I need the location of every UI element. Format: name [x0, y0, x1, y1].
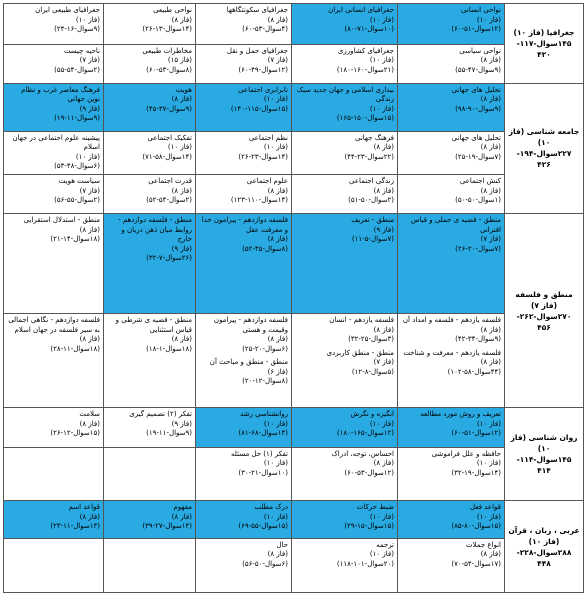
topic-phase: (فاز ۱۰): [369, 15, 394, 24]
topic-cell: [398, 314, 505, 408]
topic-title: پیشینه علوم اجتماعی در جهان اسلام: [12, 133, 100, 152]
topic-segment: [199, 358, 288, 387]
topic-phase: (فاز ۷): [267, 56, 288, 65]
topic-questions: (۲سوال-۵۵-۵۶): [54, 196, 100, 205]
topic-phase: (فاز ۱۰): [75, 15, 100, 24]
topic-title: روانشناسی رشد: [240, 410, 288, 419]
topic-cell: [292, 4, 398, 45]
topic-cell: [104, 175, 196, 214]
topic-title: تفکر (۲) تصمیم گیری: [129, 410, 192, 419]
topic-questions: (۱۲سوال-۵۱-۶۰): [451, 25, 501, 33]
topic-cell: [196, 447, 292, 500]
topic-questions: (۱۲سوال-۵۱-۶۰): [451, 429, 501, 438]
topic-questions: (۸سوال-۱۲-۲۰): [242, 377, 288, 386]
subject-label: روان شناسی (فاز ۱۰): [510, 433, 578, 454]
topic-title: قدرت اجتماعی: [148, 177, 192, 186]
subject-label: ۴۱۴: [537, 466, 551, 476]
section-row: [4, 538, 584, 592]
topic-questions: (۱۲سوال-۴۹-۶۰): [238, 65, 288, 74]
topic-questions: (۱۷سوال-۵۴-۷۰): [451, 559, 501, 568]
topic-questions: (۲سوال-۵۰-۵۱): [348, 196, 394, 205]
topic-title: جغرافیای کشاورزی: [337, 46, 394, 55]
topic-questions: (۱۵سوال-۱۵-۲۹): [344, 522, 394, 531]
section-row: [4, 44, 584, 83]
topic-questions: (۶سوال-۴۸-۵۳): [54, 162, 100, 171]
topic-phase: (فاز ۱۰): [263, 95, 288, 104]
topic-title: منطق - منطق کاربردی: [326, 348, 394, 357]
section-row: [4, 214, 584, 314]
topic-cell: [398, 501, 505, 539]
topic-cell: [292, 501, 398, 539]
topic-phase: (فاز ۱۰): [75, 152, 100, 161]
subject-cell: [505, 4, 584, 84]
topic-title: فلسفه یازدهم - فلسفه و امداد آن: [402, 316, 501, 325]
topic-title: جغرافیای انسانی ایران: [328, 6, 394, 14]
topic-title: قواعد فعل: [469, 503, 501, 512]
topic-phase: (فاز ۸): [171, 512, 192, 521]
topic-cell: [4, 4, 104, 45]
subject-label: ۴۲۶: [537, 160, 551, 170]
topic-title: حافظه و علل فراموشی: [431, 449, 501, 458]
topic-title: تحلیل های جهانی: [451, 133, 501, 142]
topic-title: نواحی سیاسی: [459, 46, 501, 55]
topic-title: منطق - استدلال استقرایی: [23, 216, 100, 225]
topic-cell: [104, 408, 196, 448]
topic-phase: (فاز ۸): [171, 186, 192, 195]
topic-questions: (۱۵سوال-۵۵-۶۹): [238, 522, 288, 531]
topic-questions: (۱۸سوال-۱-۱۸): [146, 344, 192, 353]
topic-questions: (۷سوال-۵-۱۱): [351, 235, 394, 244]
topic-cell: [196, 214, 292, 314]
topic-phase: (فاز ۱۰): [476, 419, 501, 428]
topic-title: فلسفه دوازدهم - نگاهی اجمالی به سیر فلسفه در جهان اسلام: [8, 316, 100, 334]
topic-title: فلسفه یازدهم - معرفت و شناخت: [403, 348, 501, 357]
topic-title: ترجمه: [376, 540, 394, 549]
topic-phase: (فاز ۸): [267, 235, 288, 244]
topic-questions: (۸سوال-۵۳-۶۰): [146, 65, 192, 74]
topic-phase: (فاز ۱۰): [263, 143, 288, 152]
topic-phase: (فاز ۱۰): [369, 56, 394, 65]
topic-cell: [104, 131, 196, 175]
topic-questions: (۱۴سوال-۲۷-۳۹): [142, 522, 192, 531]
subject-label: جامعه شناسی (فاز ۱۰): [508, 127, 580, 148]
topic-title: فلسفه دوازدهم - پیرامون خدا و معرفت عقل: [201, 216, 288, 234]
topic-phase: (فاز ۹): [171, 244, 192, 253]
topic-cell: [196, 44, 292, 83]
topic-phase: (فاز ۱۰): [167, 143, 192, 152]
topic-segment: [401, 349, 501, 378]
subject-cell: [505, 408, 584, 501]
topic-title: حال: [276, 540, 288, 549]
topic-title: درک مطلب: [254, 503, 288, 512]
topic-questions: (۱۸سوال-۱۴-۲۱): [50, 235, 100, 244]
topic-title: فرهنگ جهانی: [355, 133, 394, 142]
subject-label: عربی ، زبان ، قرآن: [508, 525, 580, 535]
topic-cell: [4, 447, 104, 500]
subject-label: منطق و فلسفه (فاز ۷): [515, 289, 573, 310]
topic-title: نظم اجتماعی: [248, 133, 288, 142]
topic-cell: [398, 408, 505, 448]
topic-phase: (فاز ۱۰): [476, 15, 501, 24]
topic-cell: [292, 314, 398, 408]
topic-cell: [104, 44, 196, 83]
topic-segment: [199, 316, 288, 354]
subject-label: ۲۲۷سوال-۱۹۴-: [516, 149, 572, 159]
topic-title: منطق - قضیه ی حملی و قیاس اقترانی: [410, 216, 501, 234]
topic-title: سیاست هویت: [58, 177, 100, 186]
topic-questions: (۱۵سوال-۱۵۰-۱۶۵): [336, 114, 394, 123]
topic-questions: (۹سوال-۹۰-۹۸): [455, 104, 501, 113]
topic-cell: [398, 447, 505, 500]
topic-title: منطق - فلسفه دوازدهم - روابط میان ذهن دریان و خارج: [118, 216, 192, 244]
subject-label: ۱۴۵سوال-۱۱۴-: [516, 455, 572, 465]
topic-title: منطق - قضیه ی شرطی و قیاس استثنایی: [115, 316, 192, 334]
topic-title: نواحی انسانی: [461, 6, 501, 14]
topic-phase: (فاز ۱۰): [263, 512, 288, 521]
topic-cell: [398, 83, 505, 131]
topic-title: بیداری اسلامی و جهان جدید سبک زندگی: [296, 85, 394, 104]
topic-cell: [398, 44, 505, 83]
topic-cell: [196, 175, 292, 214]
topic-cell: [4, 501, 104, 539]
topic-cell: [4, 538, 104, 592]
topic-title: سلامت: [79, 410, 100, 419]
topic-phase: (فاز ۱۰): [263, 419, 288, 428]
section-row: [4, 501, 584, 539]
topic-cell: [196, 538, 292, 592]
topic-title: فلسفه یازدهم - انسان: [329, 316, 394, 325]
topic-phase: (فاز ۸): [171, 95, 192, 104]
topic-cell: [4, 83, 104, 131]
topic-phase: (فاز ۸): [480, 143, 501, 152]
subject-label: ۴۲۰: [537, 49, 551, 59]
study-plan-table: [3, 3, 584, 593]
topic-questions: (۷سوال-۲۰-۲۶): [455, 244, 501, 253]
topic-phase: (فاز ۸): [373, 143, 394, 152]
topic-cell: [196, 4, 292, 45]
topic-title: هویت: [175, 85, 192, 94]
topic-phase: (فاز ۷): [79, 186, 100, 195]
topic-phase: (فاز ۸): [79, 512, 100, 521]
topic-questions: (۹سوال-۳۴-۴۲): [455, 335, 501, 344]
topic-questions: (۱۰سوال-۲۱-۳۰): [238, 468, 288, 477]
topic-questions: (۵سوال-۸-۱۲): [351, 367, 394, 376]
topic-questions: (۹سوال-۱۱-۱۹): [54, 114, 100, 123]
topic-cell: [292, 83, 398, 131]
topic-questions: (۷سوال-۱۹-۲۵): [455, 152, 501, 161]
topic-questions: (۱۴سوال-۱۱۰-۱۲۳): [230, 196, 288, 205]
topic-phase: (فاز ۱۰): [476, 512, 501, 521]
subject-cell: [505, 83, 584, 214]
topic-segment: [295, 316, 394, 345]
topic-questions: (۲۲سوال-۲۳-۴۴): [344, 152, 394, 161]
topic-segment: [401, 316, 501, 345]
topic-phase: (فاز ۹): [373, 225, 394, 234]
topic-cell: [398, 175, 505, 214]
topic-phase: (فاز ۸): [267, 186, 288, 195]
topic-cell: [196, 314, 292, 408]
topic-phase: (فاز ۷): [373, 358, 394, 367]
topic-questions: (۱۴سوال-۵۸-۷۱): [142, 152, 192, 161]
topic-cell: [196, 83, 292, 131]
subject-cell: [505, 214, 584, 408]
topic-phase: (فاز ۸): [373, 325, 394, 334]
topic-phase: (فاز ۸): [480, 325, 501, 334]
section-row: [4, 83, 584, 131]
topic-title: تحلیل های جهانی: [451, 85, 501, 94]
topic-cell: [104, 538, 196, 592]
topic-segment: [295, 349, 394, 378]
topic-questions: (۸سوال-۴۵-۵۲): [242, 244, 288, 253]
topic-questions: (۴۴سوال-۵۸-۱۰۲): [447, 367, 501, 376]
topic-questions: (۱۴سوال-۱۳-۲۶): [142, 25, 192, 33]
topic-phase: (فاز ۸): [267, 550, 288, 559]
subject-cell: [505, 501, 584, 593]
topic-phase: (فاز ۹): [171, 419, 192, 428]
topic-questions: (۱۵سوال-۸۰-۸۵): [451, 522, 501, 531]
topic-phase: (فاز ۱۰): [263, 459, 288, 468]
topic-questions: (۲سوال-۵۴-۵۲): [146, 196, 192, 205]
topic-cell: [292, 175, 398, 214]
topic-title: نواحی طبیعی: [153, 6, 192, 14]
topic-cell: [398, 4, 505, 45]
topic-phase: (فاز ۸): [171, 15, 192, 24]
topic-cell: [104, 83, 196, 131]
topic-phase: (فاز ۸): [267, 335, 288, 344]
topic-phase: (فاز ۸): [373, 186, 394, 195]
topic-title: کنش اجتماعی: [459, 177, 501, 186]
topic-title: جغرافیای سکونتگاهها: [226, 6, 288, 14]
topic-title: علوم اجتماعی: [246, 177, 288, 186]
section-row: [4, 408, 584, 448]
topic-title: تعریف و روش مورد مطالعه: [420, 410, 501, 419]
topic-cell: [292, 131, 398, 175]
topic-title: فلسفه دوازدهم - پیرامون وقیمت و هستی: [213, 316, 288, 334]
topic-title: قواعد اسم: [68, 503, 100, 512]
topic-cell: [104, 214, 196, 314]
subject-label: جغرافیا (فاز ۱۰): [513, 27, 575, 37]
topic-title: تفکر (۱) حل مسئله: [231, 449, 288, 458]
topic-cell: [104, 447, 196, 500]
topic-cell: [4, 214, 104, 314]
topic-phase: (فاز ۸): [480, 95, 501, 104]
topic-title: انواع جملات: [466, 540, 501, 549]
topic-title: احساس، توجه، ادراک: [331, 449, 394, 458]
topic-cell: [4, 44, 104, 83]
topic-title: جغرافیای طبیعی ایران: [35, 6, 100, 14]
topic-cell: [4, 314, 104, 408]
topic-title: منطق - تعریف: [351, 216, 394, 225]
subject-label: ۱۴۵سوال-۱۱۷-: [516, 38, 572, 48]
topic-cell: [292, 214, 398, 314]
subject-label: ۲۷۰سوال-۲۶۲-: [516, 311, 572, 321]
topic-questions: (۶سوال-۲۰-۲۵): [242, 344, 288, 353]
subject-label: ۲۸۸سوال-۲۲۸-: [516, 547, 572, 557]
topic-questions: (۱۲سوال-۱۶۵-۱۸۰): [336, 429, 394, 438]
topic-questions: (۹سوال-۱۱-۱۹): [146, 429, 192, 438]
topic-phase: (فاز ۸): [373, 459, 394, 468]
topic-phase: (فاز ۸): [171, 335, 192, 344]
topic-title: منطق - منطق و مباحث آن: [209, 358, 288, 367]
topic-questions: (۴سوال-۵۳-۶۰): [242, 25, 288, 33]
topic-phase: (فاز ۸): [267, 15, 288, 24]
topic-phase: (فاز ۶): [267, 367, 288, 376]
topic-questions: (۱۰سوال-۷۱-۸۰): [344, 25, 394, 33]
topic-phase: (فاز ۱۰): [476, 459, 501, 468]
topic-phase: (فاز ۱۰): [369, 550, 394, 559]
topic-title: انگیزه و نگرش: [350, 410, 394, 419]
topic-questions: (۱۴سوال-۲۳-۲۶): [238, 152, 288, 161]
topic-cell: [292, 408, 398, 448]
topic-questions: (۱سوال-۵۰-۵۰): [455, 196, 501, 205]
topic-title: تفکیک اجتماعی: [147, 133, 192, 142]
topic-phase: (فاز ۸): [480, 358, 501, 367]
topic-cell: [196, 501, 292, 539]
topic-title: ضبط حرکات: [356, 503, 394, 512]
topic-questions: (۱۸سوال-۱۱-۲۸): [50, 344, 100, 353]
topic-phase: (فاز ۷): [480, 235, 501, 244]
topic-phase: (فاز ۸): [480, 186, 501, 195]
topic-questions: (۱۲سوال-۵۳-۶۰): [344, 468, 394, 477]
topic-questions: (۲۱سوال-۱۶۰-۱۸۰): [336, 65, 394, 74]
topic-questions: (۲۶سوال-۷-۳۲): [146, 254, 192, 263]
topic-phase: (فاز ۸): [480, 550, 501, 559]
section-row: [4, 131, 584, 175]
topic-questions: (۲سوال-۵۴-۵۵): [54, 65, 100, 74]
topic-title: جغرافیای حمل و نقل: [226, 46, 288, 55]
topic-cell: [292, 44, 398, 83]
topic-questions: (۱۵سوال-۱۲-۲۶): [50, 429, 100, 438]
topic-questions: (۱۴سوال-۶۸-۸۱): [238, 429, 288, 438]
section-row: [4, 175, 584, 214]
topic-questions: (۹سوال-۴۷-۵۵): [455, 65, 501, 74]
topic-cell: [292, 538, 398, 592]
topic-cell: [398, 538, 505, 592]
topic-questions: (۱۵سوال-۱۱۵-۱۴۰): [230, 104, 288, 113]
topic-phase: (فاز ۸): [480, 56, 501, 65]
topic-title: فرهنگ معاصر غرب و نظام نوین جهانی: [21, 85, 100, 104]
topic-questions: (۹سوال-۱۶-۲۴): [54, 25, 100, 33]
subject-label: ۴۴۸: [537, 558, 551, 568]
topic-phase: (فاز ۱۵): [167, 56, 192, 65]
topic-cell: [4, 408, 104, 448]
topic-title: زندگی اجتماعی: [349, 177, 394, 186]
topic-title: مخاطرات طبیعی: [142, 46, 192, 55]
topic-phase: (فاز ۹): [79, 104, 100, 113]
subject-label: (فاز ۱۰): [528, 536, 560, 546]
section-row: [4, 447, 584, 500]
section-row: [4, 4, 584, 45]
topic-questions: (۱۴سوال-۱۹-۳۲): [451, 468, 501, 477]
topic-questions: (۹سوال-۳۷-۴۵): [146, 104, 192, 113]
topic-cell: [398, 214, 505, 314]
subject-label: ۴۵۶: [537, 322, 551, 332]
topic-title: مفهوم: [173, 503, 192, 512]
topic-phase: (فاز ۷): [79, 56, 100, 65]
topic-cell: [196, 408, 292, 448]
topic-title: نابرابری اجتماعی: [238, 85, 288, 94]
topic-phase: (فاز ۱۰): [369, 512, 394, 521]
topic-cell: [4, 131, 104, 175]
topic-phase: (فاز ۱۰): [369, 419, 394, 428]
topic-questions: (۶سوال-۵۰-۵۶): [242, 559, 288, 568]
topic-phase: (فاز ۸): [79, 225, 100, 234]
topic-cell: [104, 501, 196, 539]
topic-cell: [196, 131, 292, 175]
topic-cell: [104, 314, 196, 408]
topic-phase: (فاز ۸): [79, 335, 100, 344]
topic-cell: [398, 131, 505, 175]
topic-questions: (۱۳سوال-۱۱-۲۳): [50, 522, 100, 531]
section-row: [4, 314, 584, 408]
topic-phase: (فاز ۱۰): [369, 104, 394, 113]
topic-phase: (فاز ۸): [79, 419, 100, 428]
topic-cell: [292, 447, 398, 500]
topic-title: ناحیه چیست: [63, 46, 100, 55]
topic-questions: (۲۰سوال-۱۰۱-۱۱۸): [336, 559, 394, 568]
topic-cell: [4, 175, 104, 214]
topic-questions: (۳سوال-۲۵-۳۲): [348, 335, 394, 344]
topic-cell: [104, 4, 196, 45]
